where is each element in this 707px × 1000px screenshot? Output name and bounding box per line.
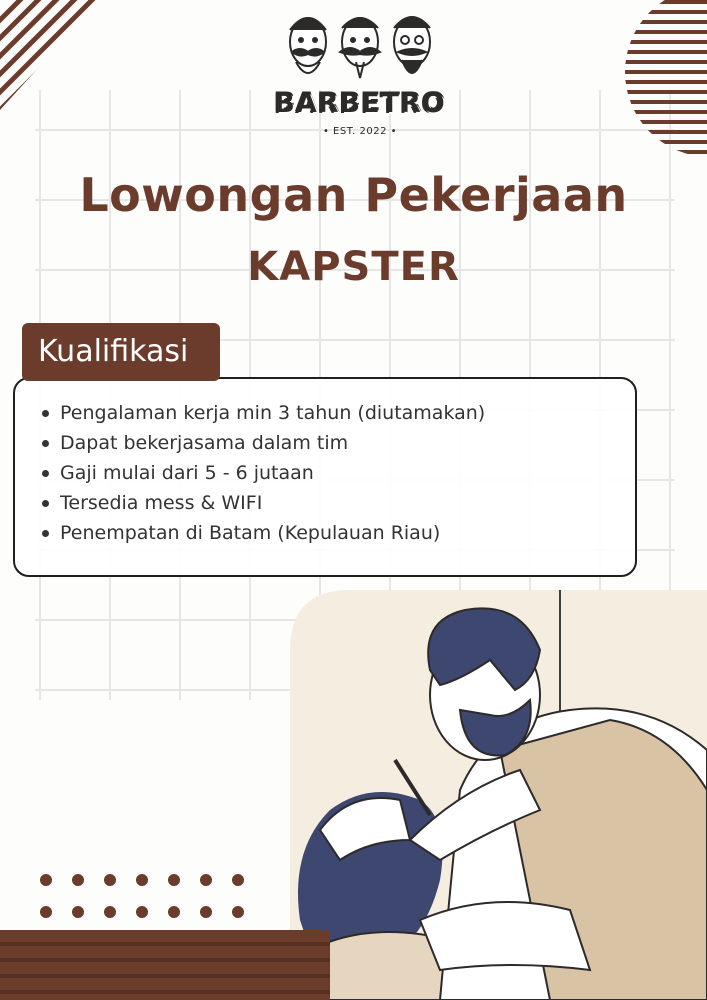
list-item: Tersedia mess & WIFI (40, 488, 485, 518)
list-item: Penempatan di Batam (Kepulauan Riau) (40, 518, 485, 548)
qualifications-label: Kualifikasi (22, 323, 220, 381)
brand-established: • EST. 2022 • (322, 126, 398, 137)
decorative-stripes-top-left (0, 0, 130, 130)
page-title: Lowongan Pekerjaan (79, 168, 628, 222)
decorative-dots (38, 872, 258, 922)
decorative-bottom-band (0, 930, 330, 1000)
brand-logo (270, 6, 450, 140)
mustache-faces-logo-icon (280, 6, 440, 84)
list-item: Dapat bekerjasama dalam tim (40, 428, 485, 458)
job-position: KAPSTER (247, 244, 460, 290)
list-item: Pengalaman kerja min 3 tahun (diutamakan) (40, 398, 485, 428)
brand-name: BARBETRO (274, 88, 446, 119)
barber-illustration (290, 590, 707, 1000)
list-item: Gaji mulai dari 5 - 6 jutaan (40, 458, 485, 488)
decorative-striped-circle (600, 0, 707, 160)
qualifications-list (40, 398, 485, 548)
